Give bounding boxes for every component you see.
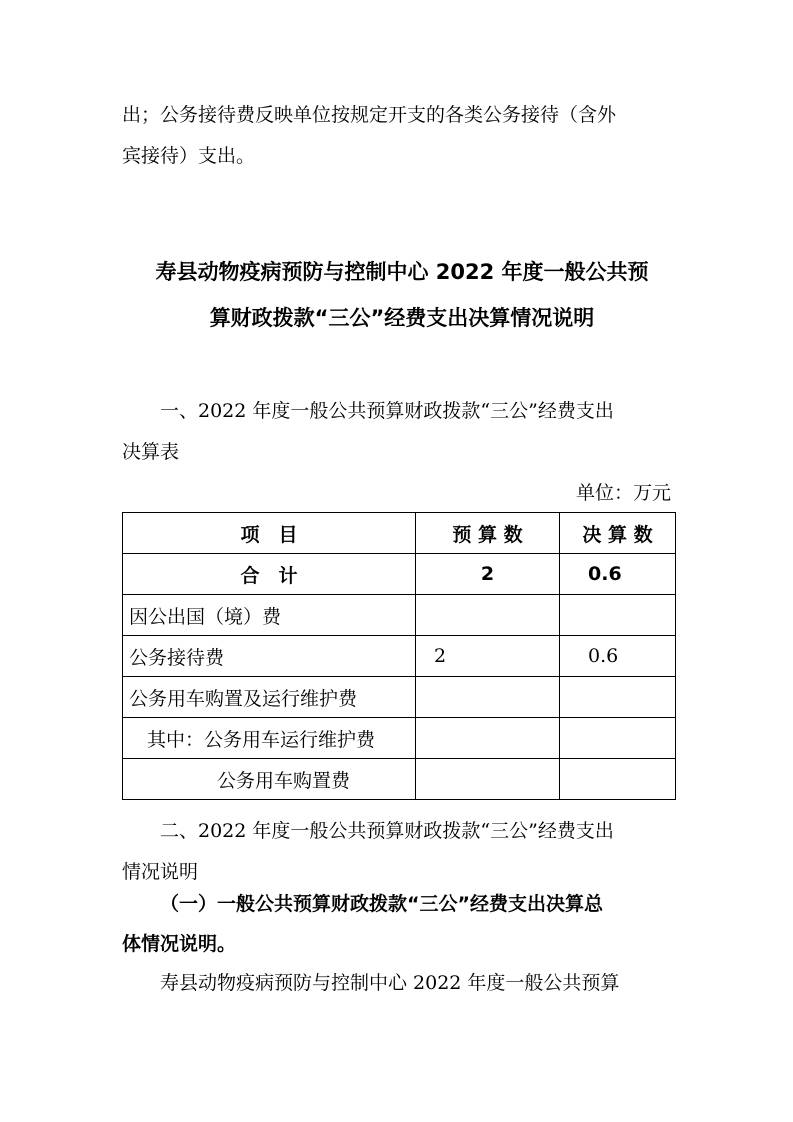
unit-label: 单位：万元: [575, 482, 671, 504]
paragraph-line: 出；公务接待费反映单位按规定开支的各类公务接待（含外: [122, 104, 617, 126]
subsection-heading: （一）一般公共预算财政拨款“三公”经费支出决算总: [160, 893, 603, 915]
budget-cell: 2: [416, 554, 560, 595]
item-cell: 公务用车购置及运行维护费: [123, 677, 416, 718]
item-cell: 公务接待费: [123, 636, 416, 677]
budget-cell: 2: [416, 636, 560, 677]
paragraph-line: 宾接待）支出。: [122, 145, 256, 167]
item-cell: 公务用车购置费: [123, 759, 416, 800]
final-cell: [560, 718, 676, 759]
table-row: [123, 718, 676, 759]
header-item: 项 目: [123, 513, 416, 554]
budget-cell: [416, 595, 560, 636]
budget-cell: [416, 677, 560, 718]
table-header-row: [123, 513, 676, 554]
section-heading: 二、2022 年度一般公共预算财政拨款“三公”经费支出: [160, 820, 614, 842]
paragraph-line: 寿县动物疫病预防与控制中心 2022 年度一般公共预算: [160, 972, 620, 994]
document-title-line: 寿县动物疫病预防与控制中心 2022 年度一般公共预: [155, 260, 649, 284]
subsection-heading: 体情况说明。: [122, 933, 237, 955]
final-cell: [560, 759, 676, 800]
item-cell: 其中：公务用车运行维护费: [123, 718, 416, 759]
item-cell: 合 计: [123, 554, 416, 595]
section-heading: 一、2022 年度一般公共预算财政拨款“三公”经费支出: [160, 400, 614, 422]
budget-cell: [416, 718, 560, 759]
section-heading: 情况说明: [122, 861, 199, 883]
final-cell: [560, 595, 676, 636]
table-row: [123, 636, 676, 677]
header-budget: 预 算 数: [416, 513, 560, 554]
budget-table: [122, 512, 676, 800]
item-cell: 因公出国（境）费: [123, 595, 416, 636]
budget-cell: [416, 759, 560, 800]
final-cell: 0.6: [560, 636, 676, 677]
table-row: [123, 677, 676, 718]
final-cell: [560, 677, 676, 718]
document-title-line: 算财政拨款“三公”经费支出决算情况说明: [209, 306, 595, 330]
header-final: 决 算 数: [560, 513, 676, 554]
final-cell: 0.6: [560, 554, 676, 595]
table-row: [123, 595, 676, 636]
table-row-total: [123, 554, 676, 595]
section-heading: 决算表: [122, 441, 180, 463]
table-row: [123, 759, 676, 800]
